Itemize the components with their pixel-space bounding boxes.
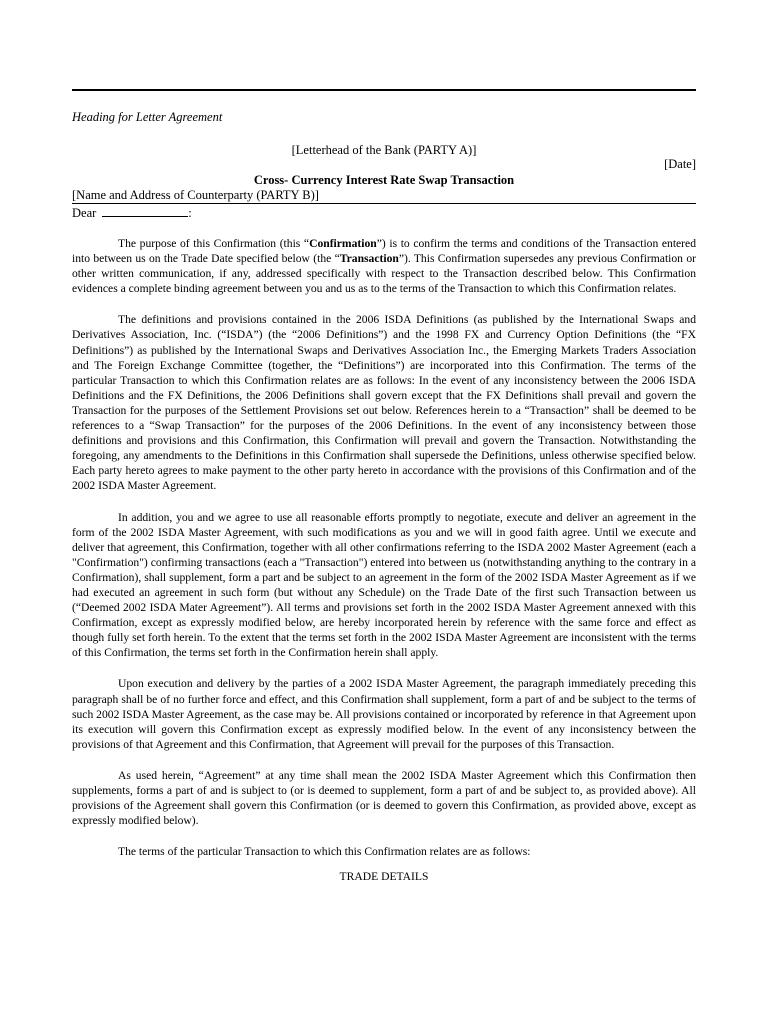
date-placeholder: [Date] [664,157,696,171]
document-body [72,236,696,884]
document-title: Cross- Currency Interest Rate Swap Transaction [253,173,515,187]
paragraph-text: ”) is to confirm the terms and conditions of the Transaction entered into between us on the Trade Date specified below (the “ [72,237,696,266]
paragraph-agreement-definition: As used herein, “Agreement” at any time shall mean the 2002 ISDA Master Agreement which this Confirmation then supplements, forms a part of and is subject to (or is deemed to supplement, form a part of and be subject to, as provided above). All provisions of the Agreement shall govern this Confirmation (or is deemed to govern this Confirmation, as provided above, except as expressly modified below). [72,768,696,828]
defined-term-transaction: Transaction [339,252,399,266]
salutation-colon: : [188,206,192,220]
paragraph-definitions: The definitions and provisions contained in the 2006 ISDA Definitions (as published by the International Swaps and Derivatives Association, Inc. (“ISDA”) (the “2006 Definitions”) and the 1998 FX and Currency Option Definitions (the “FX Definitions”) as published by the International Swaps and Derivatives Association Inc., the Emerging Markets Traders Association and The Foreign Exchange Committee (together, the “Definitions”) are incorporated into this Confirmation. The terms of the particular Transaction to which this Confirmation relates are as follows: In the event of any inconsistency between the 2006 ISDA Definitions and the FX Definitions, the 2006 Definitions shall govern except that the FX Definitions shall prevail and govern the Transaction for the purposes of the Settlement Provisions set out below. References herein to a “Transaction” shall be deemed to be references to a “Swap Transaction” for the purposes of the 2006 Definitions. In the event of any inconsistency between those definitions and provisions and this Confirmation, this Confirmation will prevail and govern the Transaction. Notwithstanding the foregoing, any amendments to the Definitions in this Confirmation shall supersede the Definitions, unless otherwise specified below. Each party hereto agrees to make payment to the other party hereto in accordance with the provisions of this Confirmation and of the 2002 ISDA Master Agreement. [72,313,696,493]
letterhead-placeholder: [Letterhead of the Bank (PARTY A)] [291,143,477,157]
letter-heading: Heading for Letter Agreement [72,110,223,124]
salutation [72,205,192,221]
salutation-text: Dear [72,206,97,220]
paragraph-terms-intro: The terms of the particular Transaction to which this Confirmation relates are as follows: [118,845,531,859]
paragraph-execution: Upon execution and delivery by the parties of a 2002 ISDA Master Agreement, the paragraph immediately preceding this paragraph shall be of no further force and effect, and this Confirmation shall supplement, form a part of and be subject to the terms of such 2002 ISDA Master Agreement, as the case may be. All provisions contained or incorporated by reference in that Agreement upon its execution will govern this Confirmation except as expressly modified below. In the event of any inconsistency between the provisions of that Agreement and this Confirmation, that Agreement will prevail for the purposes of this Transaction. [72,677,696,751]
top-horizontal-rule [72,89,696,91]
paragraph-purpose [72,236,696,296]
salutation-blank-line [102,205,188,217]
paragraph-text: The purpose of this Confirmation (this “ [118,237,310,250]
section-title-trade-details: TRADE DETAILS [339,870,429,884]
paragraph-master-agreement: In addition, you and we agree to use all reasonable efforts promptly to negotiate, execute and deliver an agreement in the form of the 2002 ISDA Master Agreement, with such modifications as you and we will in good faith agree. Until we execute and deliver that agreement, this Confirmation, together with all other confirmations referring to the ISDA 2002 Master Agreement (each a "Confirmation") confirming transactions (each a "Transaction") entered into between us (notwithstanding anything to the contrary in a Confirmation), shall supplement, form a part and be subject to an agreement in the form of the 2002 ISDA Master Agreement as if we had executed an agreement in such form (but without any Schedule) on the Trade Date of the first such Transaction between us (“Deemed 2002 ISDA Mater Agreement”). All terms and provisions set forth in the 2002 ISDA Master Agreement annexed with this Confirmation, except as expressly modified below, are hereby incorporated herein by reference with the same force and effect as though fully set forth herein. To the extent that the terms set forth in the 2002 ISDA Master Agreement are inconsistent with the terms of this Confirmation, the terms set forth in the Confirmation herein shall apply. [72,510,696,660]
counterparty-address: [Name and Address of Counterparty (PARTY B)] [72,187,696,204]
paragraph-text: ”). This Confirmation supersedes any previous Confirmation or other written communication, if any, addressed specifically with respect to the Transaction described below. This Confirmation evidences a complete binding agreement between you and us as to the terms of the Transaction to which this Confirmation relates. [72,252,696,296]
defined-term-confirmation: Confirmation [309,237,377,250]
